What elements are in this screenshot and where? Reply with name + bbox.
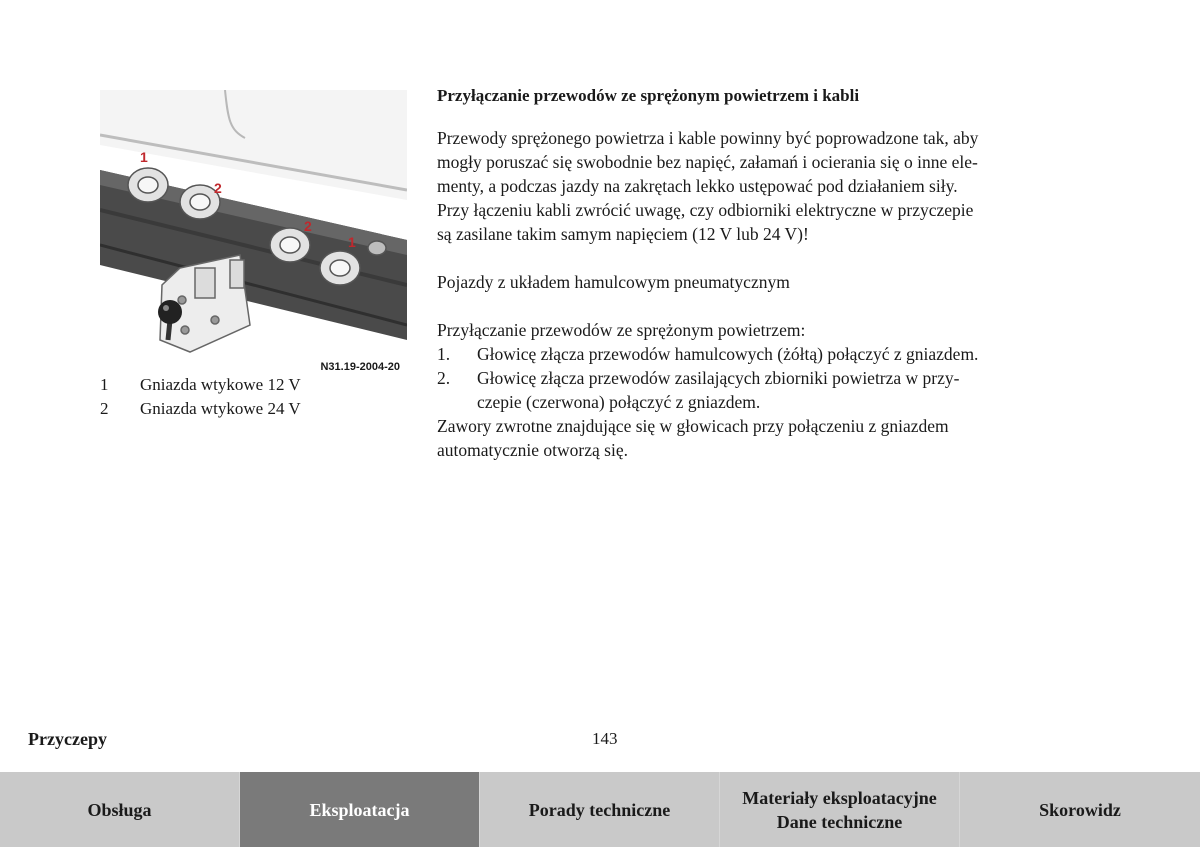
legend-item-1 [100, 373, 301, 397]
nav-tab-eksploatacja[interactable] [240, 772, 480, 847]
nav-tab-materialy-dane[interactable] [720, 772, 960, 847]
nav-tab-label: Porady techniczne [528, 799, 671, 820]
text-line: Głowicę złącza przewodów zasilających zbiorniki powietrza w przy- [477, 368, 960, 388]
paragraph-valves [437, 414, 1077, 462]
text-line: Przy łączeniu kabli zwrócić uwagę, czy odbiorniki elektryczne w przyczepie [437, 200, 974, 220]
step-item-1 [437, 342, 1077, 366]
legend-item-2 [100, 397, 301, 421]
paragraph-intro [437, 126, 1077, 246]
text-line: mogły poruszać się swobodnie bez napięć, załamań i ocierania się o inne ele- [437, 152, 978, 172]
nav-tab-label: Obsługa [87, 799, 152, 820]
callout-1-left: 1 [140, 149, 148, 165]
step-text [477, 342, 1077, 366]
text-line: są zasilane takim samym napięciem (12 V lub 24 V)! [437, 224, 809, 244]
text-line: Przewody sprężonego powietrza i kable powinny być poprowadzone tak, aby [437, 128, 979, 148]
step-text [477, 366, 1077, 414]
section-heading: Przyłączanie przewodów ze sprężonym powietrzem i kabli [437, 86, 860, 105]
trailer-coupling-illustration [100, 90, 407, 375]
bottom-navigation [0, 772, 1200, 847]
figure-trailer-sockets [100, 90, 407, 375]
nav-tab-porady-techniczne[interactable] [480, 772, 720, 847]
paragraph-pneumatic: Pojazdy z układem hamulcowym pneumatycznym [437, 272, 790, 292]
footer-section-title: Przyczepy [28, 729, 107, 749]
text-line: automatycznie otworzą się. [437, 440, 628, 460]
text-line: Głowicę złącza przewodów hamulcowych (żółtą) połączyć z gniazdem. [477, 344, 979, 364]
main-content [437, 84, 1077, 462]
nav-tab-label: Skorowidz [1039, 799, 1121, 820]
callout-1-right: 1 [348, 234, 356, 250]
figure-code: N31.19-2004-20 [320, 361, 400, 373]
text-line: Zawory zwrotne znajdujące się w głowicach przy połączeniu z gniazdem [437, 416, 949, 436]
nav-tab-obsluga[interactable] [0, 772, 240, 847]
step-number: 2. [437, 368, 451, 388]
page-number: 143 [592, 729, 618, 748]
step-item-2 [437, 366, 1077, 414]
step-number: 1. [437, 344, 451, 364]
text-line: menty, a podczas jazdy na zakrętach lekko ustępować pod działaniem siły. [437, 176, 958, 196]
nav-tab-skorowidz[interactable] [960, 772, 1200, 847]
legend-text: Gniazda wtykowe 12 V [140, 375, 301, 394]
nav-tab-label: Dane techniczne [776, 811, 903, 832]
legend-number: 2 [100, 399, 109, 418]
paragraph-steps-intro: Przyłączanie przewodów ze sprężonym powietrzem: [437, 320, 806, 340]
legend-text: Gniazda wtykowe 24 V [140, 399, 301, 418]
callout-2-left: 2 [214, 180, 222, 196]
nav-tab-label: Eksploatacja [309, 799, 410, 820]
legend-number: 1 [100, 375, 109, 394]
callout-2-right: 2 [304, 218, 312, 234]
nav-tab-label: Materiały eksploatacyjne [742, 787, 937, 808]
text-line: czepie (czerwona) połączyć z gniazdem. [477, 392, 761, 412]
